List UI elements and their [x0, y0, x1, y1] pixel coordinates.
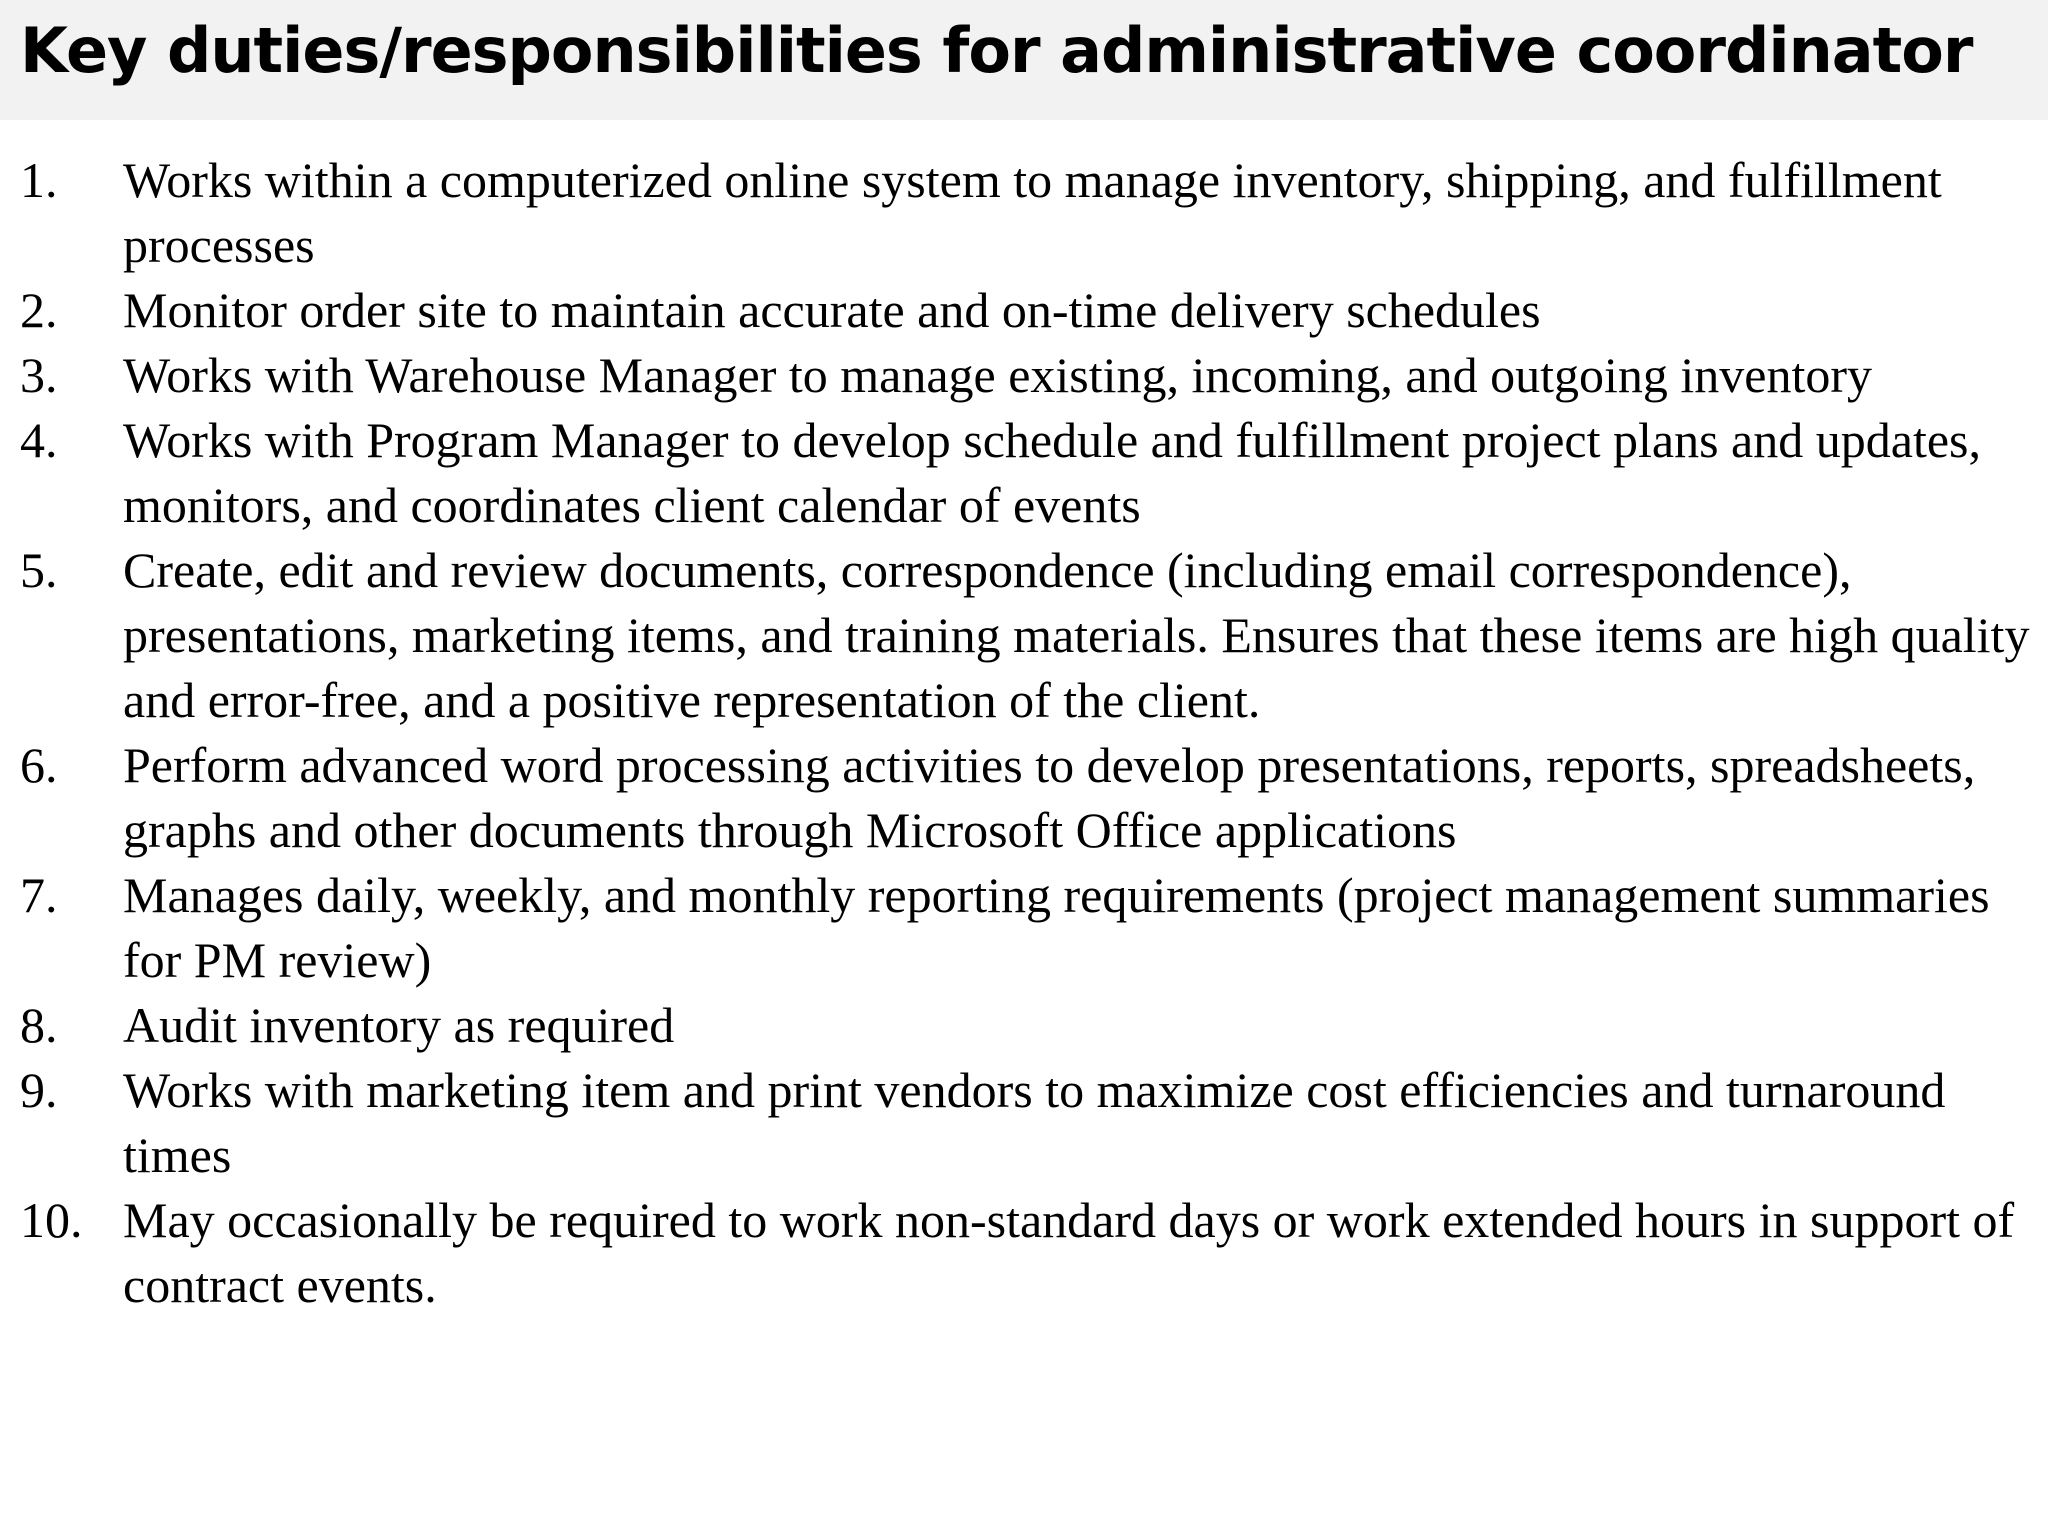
duty-number: 7.	[20, 867, 58, 923]
duty-item	[20, 408, 2030, 538]
duty-item	[20, 343, 2030, 408]
duty-text: Monitor order site to maintain accurate and on-time delivery schedules	[123, 282, 1541, 338]
title-bar	[0, 0, 2048, 120]
duty-text: Works with Warehouse Manager to manage existing, incoming, and outgoing inventory	[123, 347, 1872, 403]
duty-text: Perform advanced word processing activities to develop presentations, reports, spreadsheets, graphs and other documents through Microsoft Office applications	[123, 737, 1976, 858]
duty-number: 5.	[20, 542, 58, 598]
duty-item	[20, 538, 2030, 733]
duty-item	[20, 1058, 2030, 1188]
duty-number: 1.	[20, 152, 58, 208]
duty-text: Works with marketing item and print vendors to maximize cost efficiencies and turnaround times	[123, 1062, 1946, 1183]
duty-number: 3.	[20, 347, 58, 403]
duty-item	[20, 733, 2030, 863]
duty-text: Create, edit and review documents, correspondence (including email correspondence), presentations, marketing items, and training materials. Ensures that these items are high quality and error-free, and a positive representation of the client.	[123, 542, 2030, 728]
duty-item	[20, 278, 2030, 343]
duty-item	[20, 863, 2030, 993]
duty-text: Manages daily, weekly, and monthly reporting requirements (project management summaries for PM review)	[123, 867, 1990, 988]
duty-text: May occasionally be required to work non-standard days or work extended hours in support of contract events.	[123, 1192, 2015, 1313]
duty-number: 9.	[20, 1062, 58, 1118]
duty-number: 4.	[20, 412, 58, 468]
duty-text: Audit inventory as required	[123, 997, 675, 1053]
duty-item	[20, 1188, 2030, 1318]
duty-number: 8.	[20, 997, 58, 1053]
duty-item	[20, 993, 2030, 1058]
slide-title: Key duties/responsibilities for administrative coordinator	[20, 14, 1973, 87]
duty-text: Works within a computerized online system to manage inventory, shipping, and fulfillment processes	[123, 152, 1942, 273]
duty-item	[20, 148, 2030, 278]
duty-text: Works with Program Manager to develop schedule and fulfillment project plans and updates, monitors, and coordinates client calendar of events	[123, 412, 1981, 533]
duty-number: 10.	[20, 1192, 83, 1248]
duty-number: 6.	[20, 737, 58, 793]
duty-number: 2.	[20, 282, 58, 338]
duties-list	[20, 148, 2030, 1318]
